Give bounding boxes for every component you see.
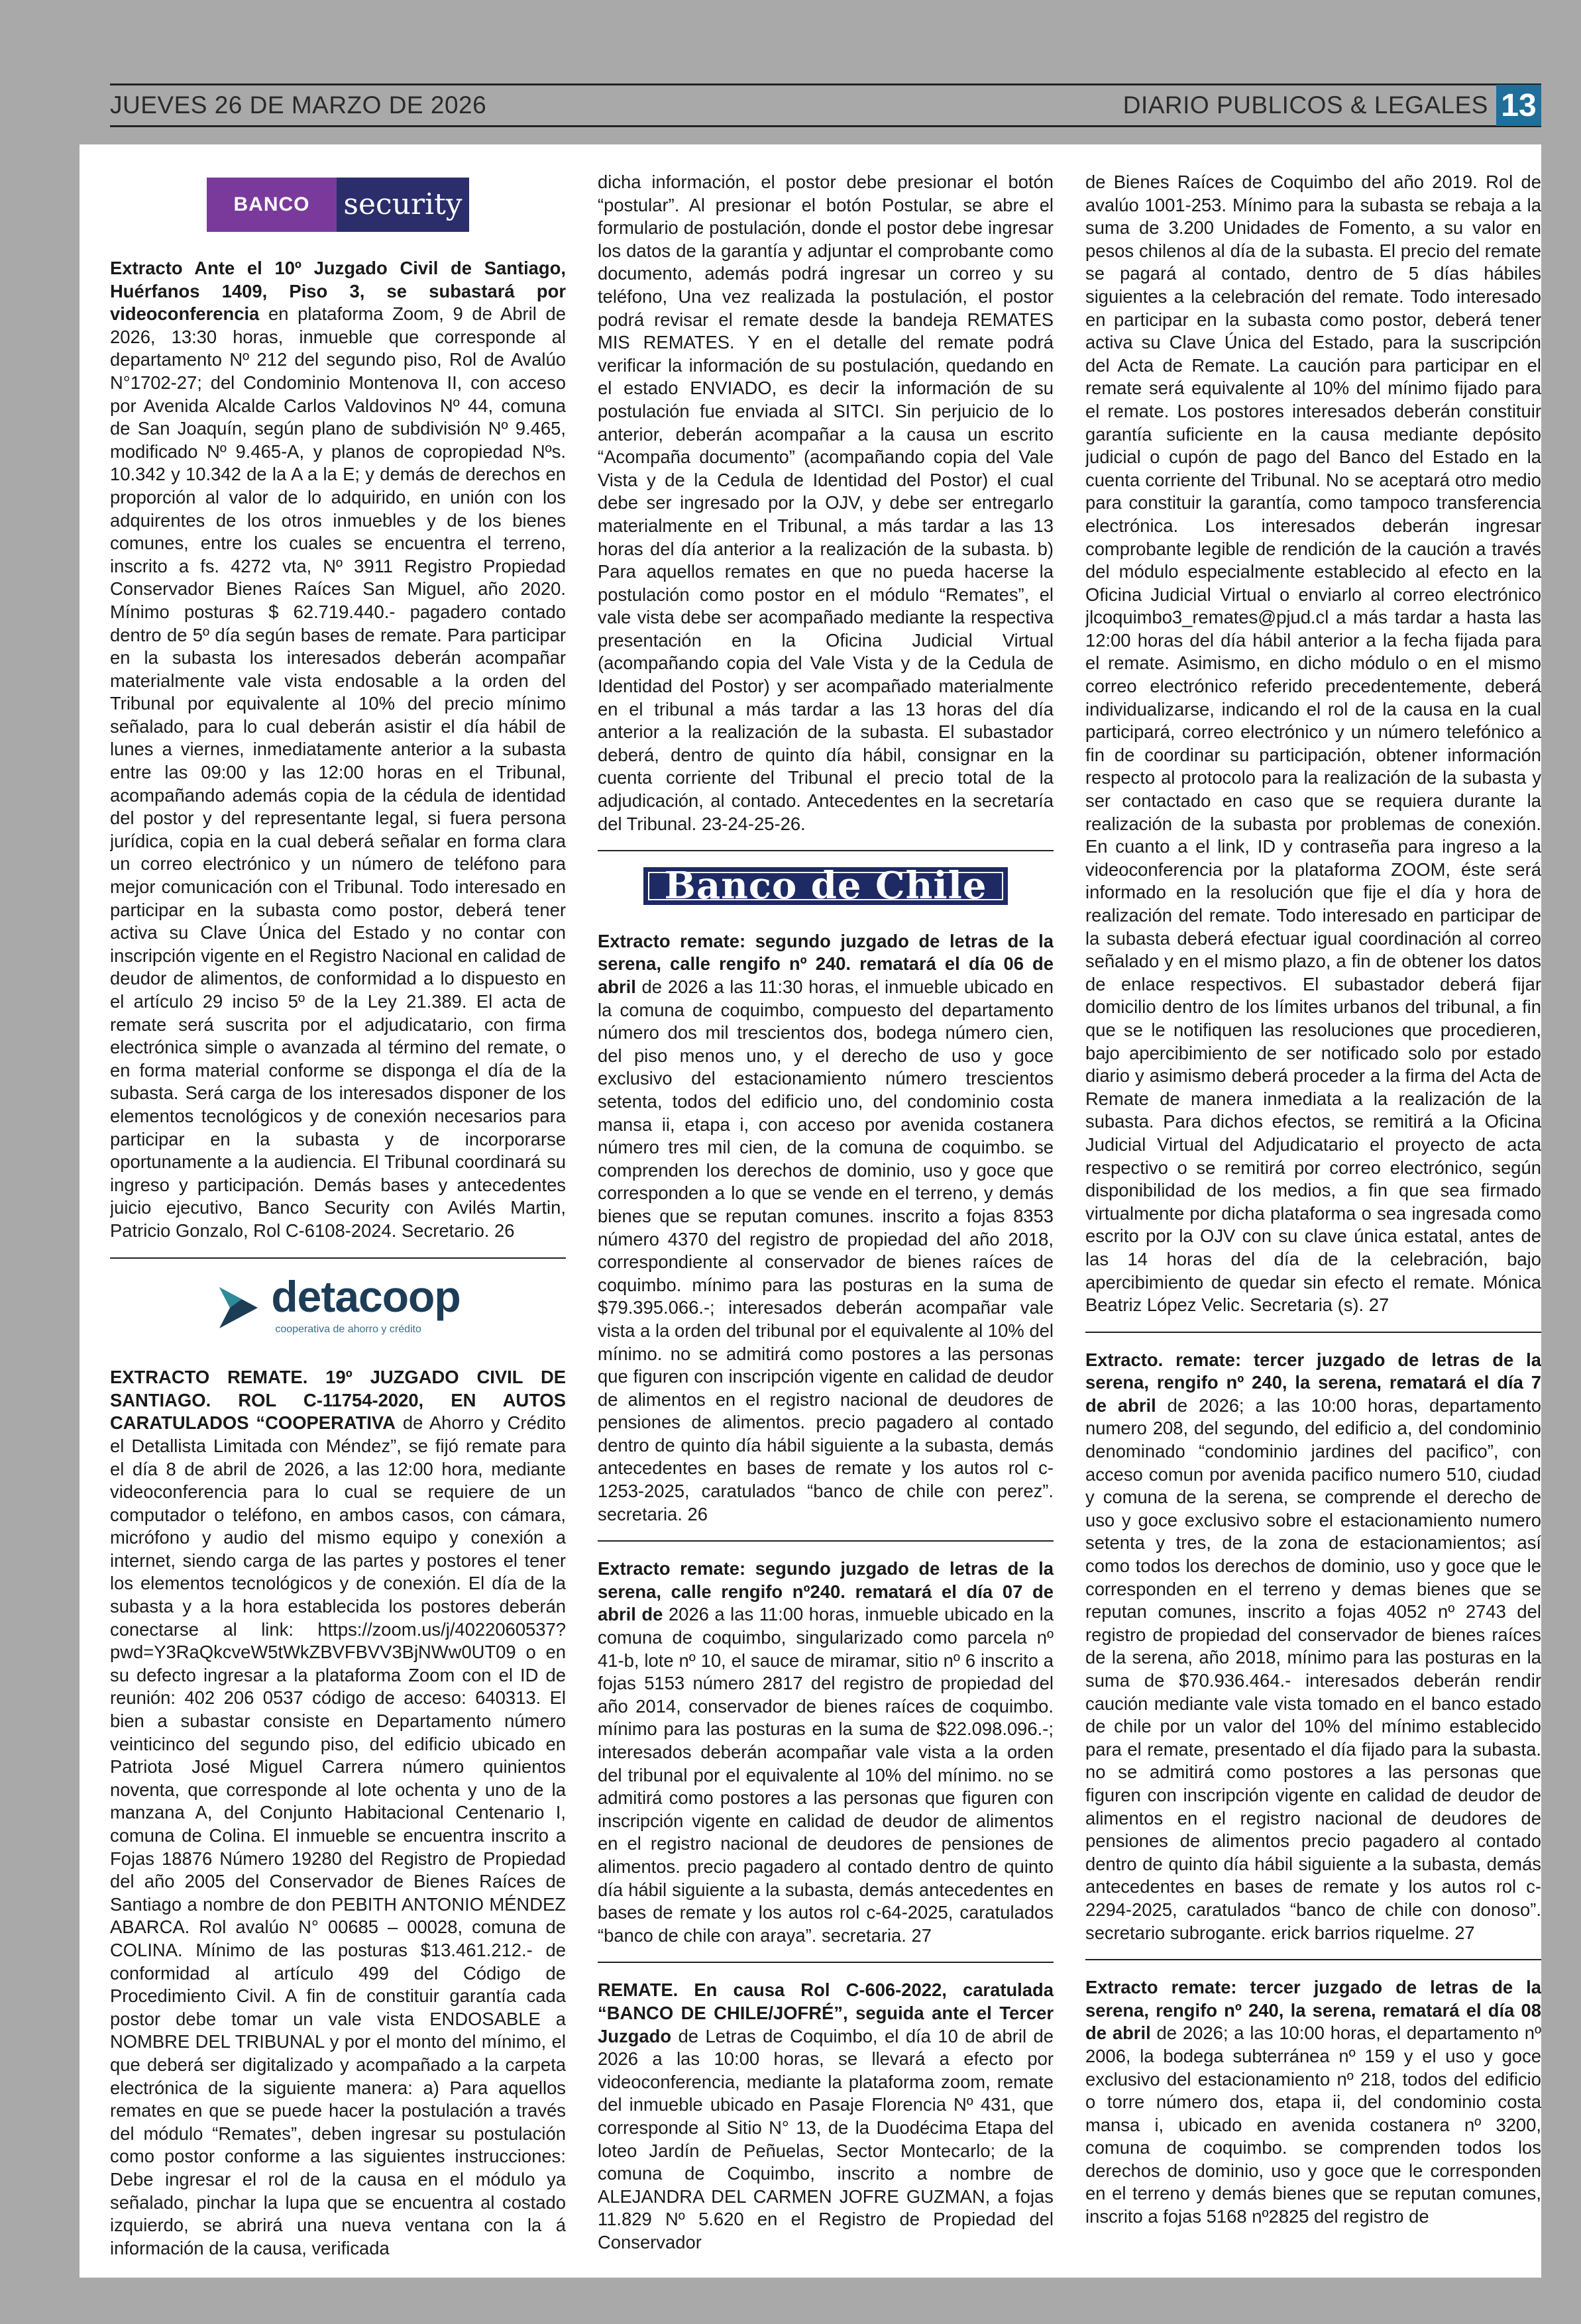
page-number: 13 <box>1496 85 1541 126</box>
notice-body: en plataforma Zoom, 9 de Abril de 2026, 13:30 horas, inmueble que corresponde al departamento Nº 212 del segundo piso, Rol de Avalúo N°1702-27; del Condominio Montenova II, con acceso por Avenida Alcalde Carlos Valdovinos Nº 44, comuna de San Joaquín, según plano de subdivisión Nº 9.465, modificado Nº 9.465-A, y planos de copropiedad Nºs. 10.342 y 10.342 de la A a la E; y demás de derechos en proporción al valor de lo adquirido, en unión con los adquirentes de los otros inmuebles y de los bienes comunes, entre los cuales se encuentra el terreno, inscrito a fs. 4272 vta, Nº 3911 Registro Propiedad Conservador Bienes Raíces San Miguel, año 2020. Mínimo posturas $ 62.719.440.- pagadero contado dentro de 5º día según bases de remate. Para participar en la subasta los interesados deberán acompañar materialmente vale vista endosable a la orden del Tribunal por equivalente al 10% del precio mínimo señalado, para lo cual deberán asistir el día hábil de lunes a viernes, inmediatamente anterior a la subasta entre las 09:00 y las 12:00 horas en el Tribunal, acompañando además copia de la cédula de identidad del postor y del representante legal, si fuera persona jurídica, copia en la cual deberá señalar en forma clara un correo electrónico y un número de teléfono para mejor comunicación con el Tribunal. Todo interesado en participar en la subasta como postor, deberá tener activa su Clave Única del Estado y no contar con inscripción vigente en el Registro Nacional en calidad de deudor de alimentos, de conformidad a lo dispuesto en el artículo 29 inciso 5º de la Ley 21.389. El acta de remate será suscrita por el adjudicatario, con firma electrónica simple o avanzada al término del remate, o en forma material conforme se disponga el día de la subasta. Será carga de los interesados disponer de los elementos tecnológicos y de conexión necesarios para participar en la subasta y de incorporarse oportunamente a la audiencia. El Tribunal coordinará su ingreso y participación. Demás bases y antecedentes juicio ejecutivo, Banco Security con Avilés Martin, Patricio Gonzalo, Rol C-6108-2024. Secretario. 26 <box>110 303 566 1241</box>
notice-lead: EXTRACTO REMATE. 19º JUZGADO CIVIL DE SANTIAGO. ROL C-11754-2020, EN AUTOS CARATULADOS “COOPERATIVA <box>110 1367 566 1434</box>
notice-body: de 2026; a las 10:00 horas, departamento numero 208, del segundo, del edificio a, del condominio denominado “condominio jardines del pacifico”, con acceso comun por avenida pacifico numero 510, ciudad y comuna de la serena, se comprende el derecho de uso y goce exclusivo sobre el estacionamiento numero setenta y tres, de la zona de estacionamientos; así como todos los derechos de dominio, uso y goce que le corresponden en el terreno y demas bienes que se reputan comunes, inscrito a fojas 4052 nº 2743 del registro de propiedad del conservador de bienes raíces de la serena, año 2018, mínimo para las posturas en la suma de $70.936.464.- interesados deberán rendir caución mediante vale vista tomado en el banco estado de chile por un valor del 10% del mínimo establecido para el remate, presentado el día fijado para la subasta. no se admitirá como postores a las personas que figuren con inscripción vigente en calidad de deudor de alimentos en el registro nacional de deudores de pensiones de alimentos precio pagadero al contado dentro de quinto día hábil siguiente a la subasta, demás antecedentes en bases de remate y los autos rol c-2294-2025, caratulados “banco de chile con donoso”. secretario subrogante. erick barrios riquelme. 27 <box>1085 1395 1541 1943</box>
notice-lead: REMATE. En causa Rol C-606-2022, caratulada “BANCO DE CHILE/JOFRÉ”, seguida ante el Tercer Juzgado <box>598 1980 1054 2046</box>
logo-security-word: security <box>337 178 469 232</box>
notice-lead: Extracto Ante el 10º Juzgado Civil de Santiago, Huérfanos 1409, Piso 3, se subastará por videoconferencia <box>110 258 566 325</box>
logo-banco-security <box>110 178 566 232</box>
notice-body: de 2026; a las 10:00 horas, el departamento nº 2006, la bodega subterránea nº 159 y el uso y goce exclusivo del estacionamiento nº 218, todos del edificio o torre número dos, etapa ii, del condominio costa mansa i, ubicado en avenida costanera nº 3200, comuna de coquimbo. se comprenden todos los derechos de dominio, uso y goce que le corresponden en el terreno y demás bienes que se reputan comunes, inscrito a fojas 5168 nº2825 del registro de <box>1085 2023 1541 2227</box>
notice-jofre <box>598 1979 1054 2254</box>
page-content <box>80 144 1541 2278</box>
column-1 <box>110 171 566 2271</box>
notice-costa-mansa <box>1085 1976 1541 2229</box>
notice-lead: Extracto remate: segundo juzgado de letras de la serena, calle rengifo nº240. rematará el día 07 de abril de <box>598 1558 1054 1625</box>
notice-jofre-continued <box>1085 171 1541 1317</box>
logo-bancochile-word: Banco de Chile <box>643 867 1007 905</box>
notice-body: de Bienes Raíces de Coquimbo del año 2019. Rol de avalúo 1001-253. Mínimo para la subasta se rebaja a la suma de 3.200 Unidades de Fomento, a su valor en pesos chilenos al día de la subasta. El precio del remate se pagará al contado, dentro de 5 días hábiles siguientes a la celebración del remate. Todo interesado en participar en la subasta como postor, deberá tener activa su Clave Única del Estado, para la suscripción del Acta de Remate. La caución para participar en el remate será equivalente al 10% del mínimo fijado para el remate. Los postores interesados deberán constituir garantía suficiente en la causa mediante depósito judicial o cupón de pago del Banco del Estado en la cuenta corriente del Tribunal. No se aceptará otro medio para constituir la garantía, como tampoco transferencia electrónica. Los interesados deberán ingresar comprobante legible de rendición de la caución a través del módulo especialmente establecido al efecto en la Oficina Judicial Virtual o enviarlo al correo electrónico jlcoquimbo3_remates@pjud.cl a más tardar a hasta las 12:00 horas del día hábil anterior a la fecha fijada para el remate. Asimismo, en dicho módulo o en el mismo correo electrónico referido precedentemente, deberá individualizarse, indicando el rol de la causa en la cual participará, correo electrónico y un número telefónico a fin de coordinar su participación, obtener información respecto al protocolo para la realización de la subasta y ser contactado en caso que se requiera durante la realización de la subasta por problemas de conexión. En cuanto a el link, ID y contraseña para ingreso a la videoconferencia por la plataforma ZOOM, éste será informado en la resolución que fije el día y hora de realización del remate. Todo interesado en participar de la subasta deberá efectuar igual coordinación al correo señalado y en el mismo plazo, a fin de obtener los datos de enlace respectivos. El subastador deberá fijar domicilio dentro de los límites urbanos del tribunal, a fin que se le notifiquen las resoluciones que procedieren, bajo apercibimiento de ser notificado solo por estado diario y asimismo deberá proceder a la firma del Acta de Remate de manera inmediata a la realización de la subasta. Para dichos efectos, se remitirá a la Oficina Judicial Virtual del Adjudicatario el proyecto de acta respectivo o se remitirá por correo electrónico, según disponibilidad de los medios, a fin que sea firmado virtualmente por dicha plataforma o sea ingresada como escrito por la OJV con su clave única estatal, antes de las 14 horas del día de la celebración, bajo apercibimiento de quedar sin efecto el remate. Mónica Beatriz López Velic. Secretaria (s). 27 <box>1085 172 1541 1316</box>
issue-date: JUEVES 26 DE MARZO DE 2026 <box>110 91 487 119</box>
notice-divider <box>598 1540 1054 1542</box>
detacoop-mark-icon <box>215 1285 262 1331</box>
page-header <box>110 83 1541 127</box>
notice-body: 2026 a las 11:00 horas, inmueble ubicado en la comuna de coquimbo, singularizado como parcela nº 41-b, lote nº 10, el sauce de miramar, sitio nº 6 inscrito a fojas 5153 número 2817 del registro de propiedad del año 2014, conservador de bienes raíces de coquimbo. mínimo para las posturas en la suma de $22.098.096.-; interesados deberán acompañar vale vista a la orden del tribunal por el equivalente al 10% del mínimo. no se admitirá como postores a las personas que figuren con inscripción vigente en calidad de deudor de alimentos en el registro nacional de deudores de pensiones de alimentos. precio pagadero al contado dentro de quinto día hábil siguiente a la subasta, demás antecedentes en bases de remate y los autos rol c-64-2025, caratulados “banco de chile con araya”. secretaria. 27 <box>598 1604 1054 1946</box>
notice-araya <box>598 1558 1054 1947</box>
notice-divider <box>598 1962 1054 1963</box>
notice-lead: Extracto remate: tercer juzgado de letras de la serena, rengifo nº 240, la serena, rematará el día 08 de abril <box>1085 1977 1541 2044</box>
logo-detacoop <box>110 1271 566 1342</box>
column-2 <box>598 171 1054 2271</box>
notice-body: dicha información, el postor debe presionar el botón “postular”. Al presionar el botón Postular, se abre el formulario de postulación, donde el postor debe ingresar los datos de la garantía y adjuntar el comprobante como documento, además podrá ingresar un correo y su teléfono, Una vez realizada la postulación, el postor podrá revisar el remate desde la bandeja REMATES MIS REMATES. Y en el detalle del remate podrá verificar la información de su postulación, quedando en el estado ENVIADO, es decir la información de su postulación fue enviada al SITCI. Sin perjuicio de lo anterior, deberán acompañar a la causa un escrito “Acompaña documento” (acompañando copia del Vale Vista y de la Cedula de Identidad del Postor) el cual debe ser ingresado por la OJV, y debe ser entregarlo materialmente en el Tribunal, a más tardar a las 13 horas del día anterior a la realización de la subasta. b) Para aquellos remates en que no pueda hacerse la postulación como postor en el módulo “Remates”, el vale vista debe ser acompañado mediante la respectiva presentación en la Oficina Judicial Virtual (acompañando copia del Vale Vista y de la Cedula de Identidad del Postor) y ser acompañado materialmente en el tribunal a más tardar a las 13 horas del día anterior a la realización de la subasta. El subastador deberá, dentro de quinto día hábil, consignar en la cuenta corriente del Tribunal el precio total de la adjudicación, al contado. Antecedentes en la secretaría del Tribunal. 23-24-25-26. <box>598 172 1054 834</box>
logo-security-banco: BANCO <box>207 178 337 232</box>
logo-detacoop-tagline: cooperativa de ahorro y crédito <box>275 1323 421 1335</box>
column-3 <box>1085 171 1541 2271</box>
notice-body: de Letras de Coquimbo, el día 10 de abril de 2026 a las 10:00 horas, se llevará a efecto por videoconferencia, mediante la plataforma zoom, remate del inmueble ubicado en Pasaje Florencia Nº 431, que corresponde al Sitio N° 13, de la Duodécima Etapa del loteo Jardín de Peñuelas, Sector Montecarlo; de la comuna de Coquimbo, inscrito a nombre de ALEJANDRA DEL CARMEN JOFRE GUZMAN, a fojas 11.829 Nº 5.620 en el Registro de Propiedad del Conservador <box>598 2025 1054 2252</box>
notice-detacoop-continued <box>598 171 1054 835</box>
notice-divider <box>110 1257 566 1259</box>
notice-body: de 2026 a las 11:30 horas, el inmueble ubicado en la comuna de coquimbo, compuesto del departamento número dos mil trescientos dos, bodega número cien, del piso menos uno, y el derecho de uso y goce exclusivo del estacionamiento número trescientos setenta, todos del edificio uno, del condominio costa mansa ii, etapa i, con acceso por avenida costanera número tres mil cien, de la comuna de coquimbo. se comprenden los derechos de dominio, uso y goce que corresponden a lo que se vende en el terreno, y demás bienes que se reputan comunes. inscrito a fojas 8353 número 4370 del registro de propiedad del año 2018, correspondiente al conservador de bienes raíces de coquimbo. mínimo para las posturas en la suma de $79.395.066.-; interesados deberán acompañar vale vista a la orden del tribunal por el equivalente al 10% del mínimo. no se admitirá como postores a las personas que figuren con inscripción vigente en calidad de deudor de alimentos en el registro nacional de deudores de pensiones de alimentos. precio pagadero al contado dentro de quinto día hábil siguiente a la subasta, demás antecedentes en bases de remate y los autos rol c-1253-2025, caratulados “banco de chile con perez”. secretaria. 26 <box>598 977 1054 1524</box>
newspaper-name: DIARIO PUBLICOS & LEGALES <box>1122 91 1488 119</box>
notice-perez <box>598 930 1054 1526</box>
notice-divider <box>1085 1959 1541 1960</box>
notice-security <box>110 257 566 1243</box>
notice-detacoop <box>110 1366 566 2260</box>
notice-lead: Extracto remate: segundo juzgado de letras de la serena, calle rengifo nº 240. rematará el día 06 de abril <box>598 930 1054 997</box>
logo-detacoop-name: detacoop <box>271 1271 461 1321</box>
notice-body: de Ahorro y Crédito el Detallista Limitada con Méndez”, se fijó remate para el día 8 de abril de 2026, a las 12:00 hora, mediante videoconferencia para lo cual se requiere de un computador o teléfono, en ambos casos, con cámara, micrófono y audio del mismo equipo y conexión a internet, siendo carga de las partes y postores el tener los elementos tecnológicos y de conexión. El día de la subasta y a la hora establecida los postores deberán conectarse al link: https://zoom.us/j/4022060537?pwd=Y3RaQkcveW5tWkZBVFBVV3BjNWw0UT09 o en su defecto ingresar a la plataforma Zoom con el ID de reunión: 402 206 0537 código de acceso: 640313. El bien a subastar consiste en Departamento número veinticinco del segundo piso, del edificio ubicado en Patriota José Miguel Carrera número quinientos noventa, que corresponde al lote ochenta y uno de la manzana A, del Conjunto Habitacional Centenario I, comuna de Colina. El inmueble se encuentra inscrito a Fojas 18876 Número 19280 del Registro de Propiedad del año 2005 del Conservador de Bienes Raíces de Santiago a nombre de don PEBITH ANTONIO MÉNDEZ ABARCA. Rol avalúo N° 00685 – 00028, comuna de COLINA. Mínimo de las posturas $13.461.212.- de conformidad al artículo 499 del Código de Procedimiento Civil. A fin de constituir garantía cada postor debe tomar un vale vista ENDOSABLE a NOMBRE DEL TRIBUNAL y por el monto del mínimo, el que deberá ser digitalizado y acompañado a la carpeta electrónica de la siguiente manera: a) Para aquellos remates en que se puede hacer la postulación a través del módulo “Remates”, deben ingresar su postulación como postor conforme a las siguientes instrucciones: Debe ingresar el rol de la causa en el módulo ya señalado, pinchar la lupa que se encuentra al costado izquierdo, se abrirá una nueva ventana con la á información de la causa, verificada <box>110 1412 566 2258</box>
notice-lead: Extracto. remate: tercer juzgado de letras de la serena, rengifo nº 240, la serena, rematará el día 7 de abril <box>1085 1349 1541 1416</box>
notice-donoso <box>1085 1349 1541 1944</box>
header-right <box>1123 85 1541 125</box>
logo-banco-de-chile <box>598 864 1054 908</box>
notice-divider <box>598 850 1054 851</box>
notice-divider <box>1085 1332 1541 1333</box>
